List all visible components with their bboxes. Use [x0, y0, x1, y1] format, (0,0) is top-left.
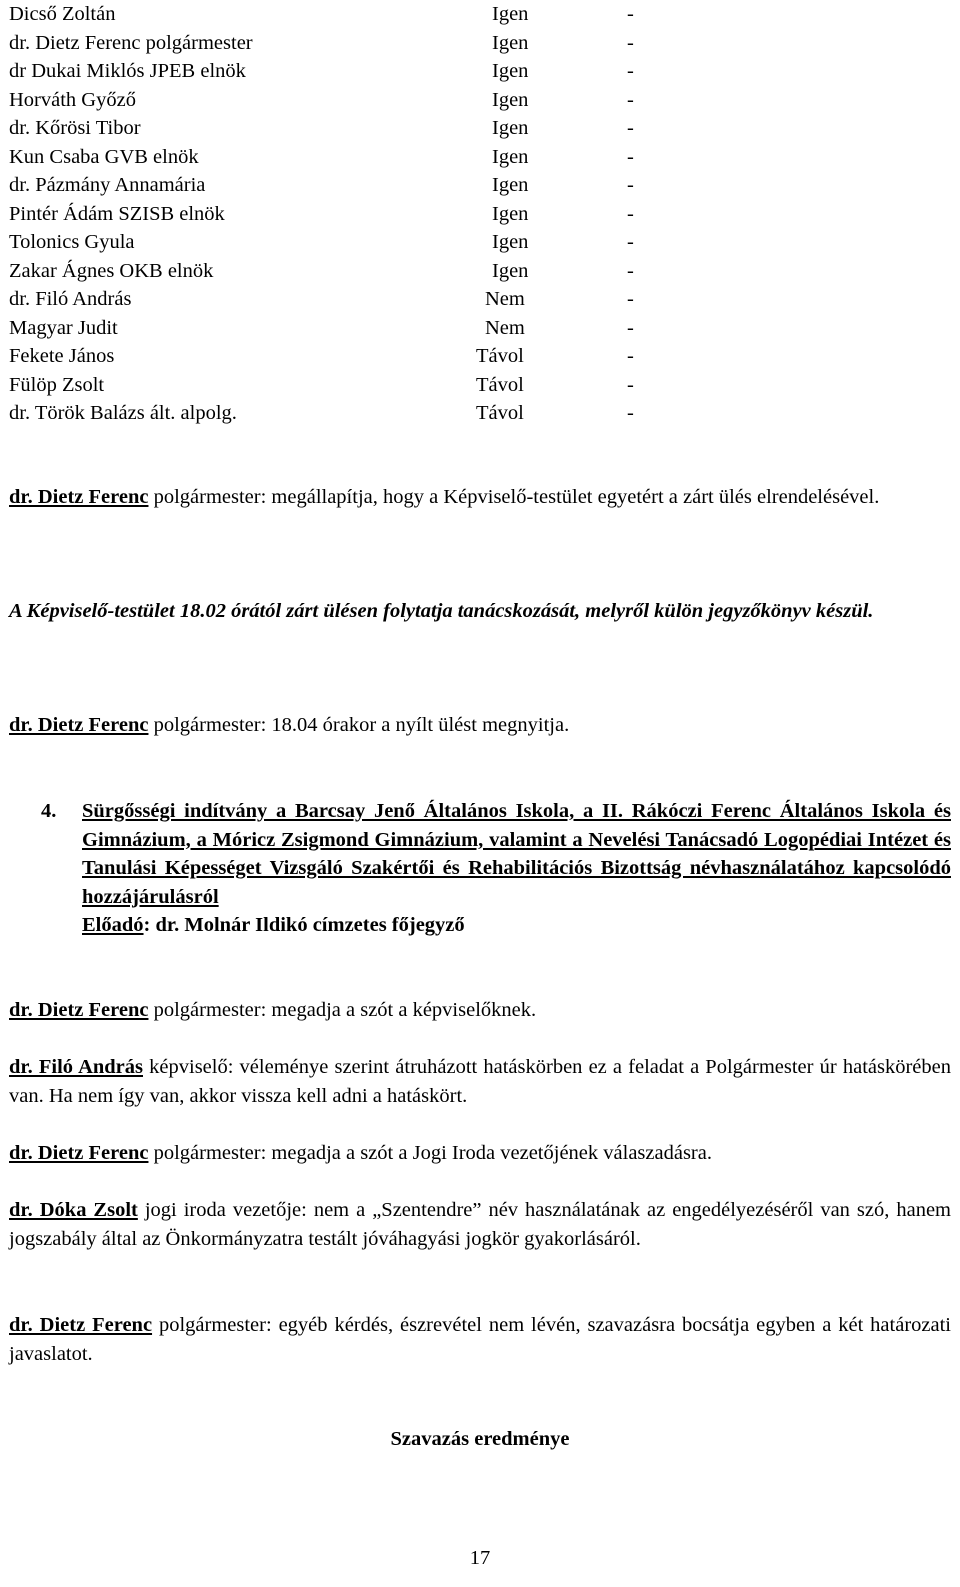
speaker-name: dr. Dietz Ferenc	[9, 1142, 149, 1164]
vote-value: Igen	[492, 231, 529, 253]
minutes-paragraph	[9, 483, 951, 512]
speaker-name: dr. Dóka Zsolt	[9, 1199, 138, 1221]
vote-dash: -	[627, 202, 634, 225]
vote-row	[9, 171, 649, 199]
paragraph-text: polgármester: megadja a szót a Jogi Iroda vezetőjének válaszadásra.	[148, 1142, 712, 1164]
vote-dash: -	[627, 60, 634, 82]
paragraph-text: polgármester: egyéb kérdés, észrevétel nem lévén, szavazásra bocsátja egyben a két határozati javaslatot.	[9, 1314, 951, 1365]
vote-value: Távol	[476, 345, 524, 367]
vote-dash: -	[627, 145, 634, 168]
paragraph-text: A Képviselő-testület 18.02 órától zárt ülésen folytatja tanácskozását, melyről külön jegyzőkönyv készül.	[9, 600, 874, 622]
vote-dash: -	[627, 316, 634, 339]
voter-name: Zakar Ágnes OKB elnök	[9, 259, 214, 282]
section-heading: Szavazás eredménye	[390, 1428, 570, 1450]
vote-value: Igen	[492, 202, 529, 225]
voter-name: Kun Csaba GVB elnök	[9, 145, 199, 168]
speaker-name: dr. Dietz Ferenc	[9, 486, 149, 508]
presenter-name: : dr. Molnár Ildikó címzetes főjegyző	[143, 914, 465, 936]
voter-name: dr. Pázmány Annamária	[9, 174, 206, 196]
vote-row	[9, 285, 649, 313]
vote-value: Igen	[492, 145, 529, 168]
vote-value: Igen	[492, 174, 529, 196]
speaker-name: dr. Filó András	[9, 1056, 143, 1078]
minutes-paragraph	[9, 996, 951, 1025]
voter-name: Fekete János	[9, 345, 115, 367]
minutes-paragraph	[9, 1053, 951, 1110]
vote-value: Igen	[492, 88, 529, 111]
vote-row	[9, 342, 649, 370]
vote-value: Igen	[492, 60, 529, 82]
vote-dash: -	[627, 345, 634, 367]
voter-name: Pintér Ádám SZISB elnök	[9, 202, 225, 225]
closed-session-note	[9, 597, 951, 626]
paragraph-text: polgármester: 18.04 órakor a nyílt ülést megnyitja.	[148, 714, 570, 736]
vote-value: Igen	[492, 259, 529, 282]
speaker-name: dr. Dietz Ferenc	[9, 1314, 153, 1336]
agenda-body	[82, 797, 951, 940]
agenda-title: Sürgősségi indítvány a Barcsay Jenő Általános Iskola, a II. Rákóczi Ferenc Általános Iskola és Gimnázium, a Móricz Zsigmond Gimnázium, valamint a Nevelési Tanácsadó Logopédiai Intézet és Tanulási Képességet Vizsgáló Szakértői és Rehabilitációs Bizottság névhasználatához kapcsolódó hozzájárulásról	[82, 800, 951, 908]
vote-dash: -	[627, 88, 634, 111]
agenda-number: 4.	[41, 800, 57, 822]
vote-row	[9, 257, 649, 285]
voter-name: Fülöp Zsolt	[9, 373, 105, 396]
vote-row	[9, 29, 649, 57]
vote-row	[9, 57, 649, 85]
speaker-name: dr. Dietz Ferenc	[9, 714, 149, 736]
vote-dash: -	[627, 3, 634, 25]
presenter-label: Előadó	[82, 914, 144, 936]
vote-row	[9, 143, 649, 171]
vote-row	[9, 114, 649, 142]
paragraph-text: polgármester: megállapítja, hogy a Képviselő-testület egyetért a zárt ülés elrendelésével.	[148, 486, 880, 508]
vote-row	[9, 200, 649, 228]
vote-row	[9, 228, 649, 256]
vote-row	[9, 314, 649, 342]
paragraph-text: polgármester: megadja a szót a képviselőknek.	[148, 999, 537, 1021]
voter-name: Dicső Zoltán	[9, 3, 116, 25]
vote-value: Nem	[485, 316, 525, 339]
vote-value: Igen	[492, 31, 529, 54]
voter-name: dr. Kőrösi Tibor	[9, 117, 141, 139]
vote-value: Távol	[476, 402, 524, 424]
vote-value: Távol	[476, 373, 524, 396]
minutes-paragraph	[9, 1196, 951, 1253]
vote-value: Igen	[492, 117, 529, 139]
minutes-paragraph	[9, 1311, 951, 1368]
vote-dash: -	[627, 174, 634, 196]
vote-dash: -	[627, 373, 634, 396]
vote-value: Nem	[485, 288, 525, 310]
vote-dash: -	[627, 288, 634, 310]
vote-dash: -	[627, 31, 634, 54]
vote-value: Igen	[492, 3, 529, 25]
voter-name: dr Dukai Miklós JPEB elnök	[9, 60, 246, 82]
vote-dash: -	[627, 402, 634, 424]
vote-row	[9, 0, 649, 28]
speaker-name: dr. Dietz Ferenc	[9, 999, 149, 1021]
vote-dash: -	[627, 117, 634, 139]
vote-row	[9, 371, 649, 399]
vote-dash: -	[627, 259, 634, 282]
voter-name: dr. Filó András	[9, 288, 132, 310]
voter-name: dr. Török Balázs ált. alpolg.	[9, 402, 237, 424]
paragraph-text: képviselő: véleménye szerint átruházott hatáskörben ez a feladat a Polgármester úr hatáskörében van. Ha nem így van, akkor vissza kell adni a hatáskört.	[9, 1056, 951, 1107]
minutes-paragraph	[9, 1139, 951, 1168]
page-number: 17	[469, 1547, 491, 1569]
voter-name: Tolonics Gyula	[9, 231, 135, 253]
paragraph-text: jogi iroda vezetője: nem a „Szentendre” név használatának az engedélyezéséről van szó, hanem jogszabály által az Önkormányzatra testált jóváhagyási jogkör gyakorlásáról.	[9, 1199, 951, 1250]
voter-name: dr. Dietz Ferenc polgármester	[9, 31, 253, 54]
voter-name: Horváth Győző	[9, 88, 136, 111]
vote-row	[9, 86, 649, 114]
voter-name: Magyar Judit	[9, 316, 118, 339]
vote-row	[9, 399, 649, 427]
vote-dash: -	[627, 231, 634, 253]
minutes-paragraph	[9, 711, 951, 740]
